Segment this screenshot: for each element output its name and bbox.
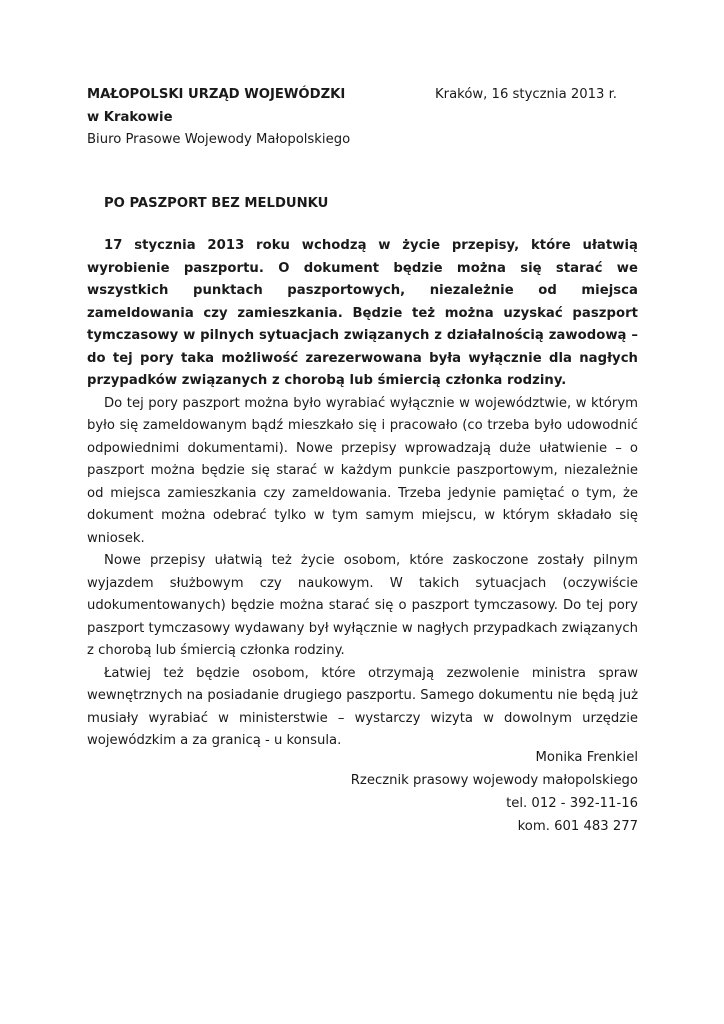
body-paragraph: Łatwiej też będzie osobom, które otrzymają zezwolenie ministra spraw wewnętrznych na posiadanie drugiego paszportu. Samego dokumentu nie będą już musiały wyrabiać w ministerstwie – wystarczy wizyta w dowolnym urzędzie wojewódzkim a za granicą - u konsula. (87, 665, 638, 748)
signature-block (351, 746, 638, 838)
document-date: Kraków, 16 stycznia 2013 r. (435, 87, 617, 102)
body-paragraph: Do tej pory paszport można było wyrabiać wyłącznie w województwie, w którym było się zameldowanym bądź mieszkało się i pracowało (co trzeba było udowodnić odpowiednimi dokumentami). Nowe przepisy wprowadzają duże ułatwienie – o paszport można będzie się starać w każdym punkcie paszportowym, niezależnie od miejsca zamieszkania czy zameldowania. Trzeba jedynie pamiętać o tym, że dokument można odebrać tylko w tym samym miejscu, w którym składało się wniosek. (87, 395, 638, 546)
lead-paragraph: 17 stycznia 2013 roku wchodzą w życie przepisy, które ułatwią wyrobienie paszportu. O dokument będzie można się starać we wszystkich punktach paszportowych, niezależnie od miejsca zameldowania czy zamieszkania. Będzie też można uzyskać paszport tymczasowy w pilnych sytuacjach związanych z działalnością zawodową – do tej pory taka możliwość zarezerwowana była wyłącznie dla nagłych przypadków związanych z chorobą lub śmiercią członka rodziny. (87, 238, 638, 388)
signatory-role: Rzecznik prasowy wojewody małopolskiego (350, 773, 638, 788)
body-paragraph: Nowe przepisy ułatwią też życie osobom, które zaskoczone zostały pilnym wyjazdem służbowym czy naukowym. W takich sytuacjach (oczywiście udokumentowanych) będzie można starać się o paszport tymczasowy. Do tej pory paszport tymczasowy wydawany był wyłącznie w nagłych przypadkach związanych z chorobą lub śmiercią członka rodziny. (87, 553, 638, 658)
department-name: Biuro Prasowe Wojewody Małopolskiego (87, 132, 351, 147)
signatory-phone: tel. 012 - 392-11-16 (506, 796, 638, 811)
office-name: MAŁOPOLSKI URZĄD WOJEWÓDZKI (87, 87, 346, 102)
signatory-name: Monika Frenkiel (535, 750, 638, 765)
office-city: w Krakowie (87, 109, 173, 125)
document-title: PO PASZPORT BEZ MELDUNKU (104, 196, 329, 211)
signatory-mobile: kom. 601 483 277 (517, 819, 638, 834)
document-body (87, 235, 638, 753)
